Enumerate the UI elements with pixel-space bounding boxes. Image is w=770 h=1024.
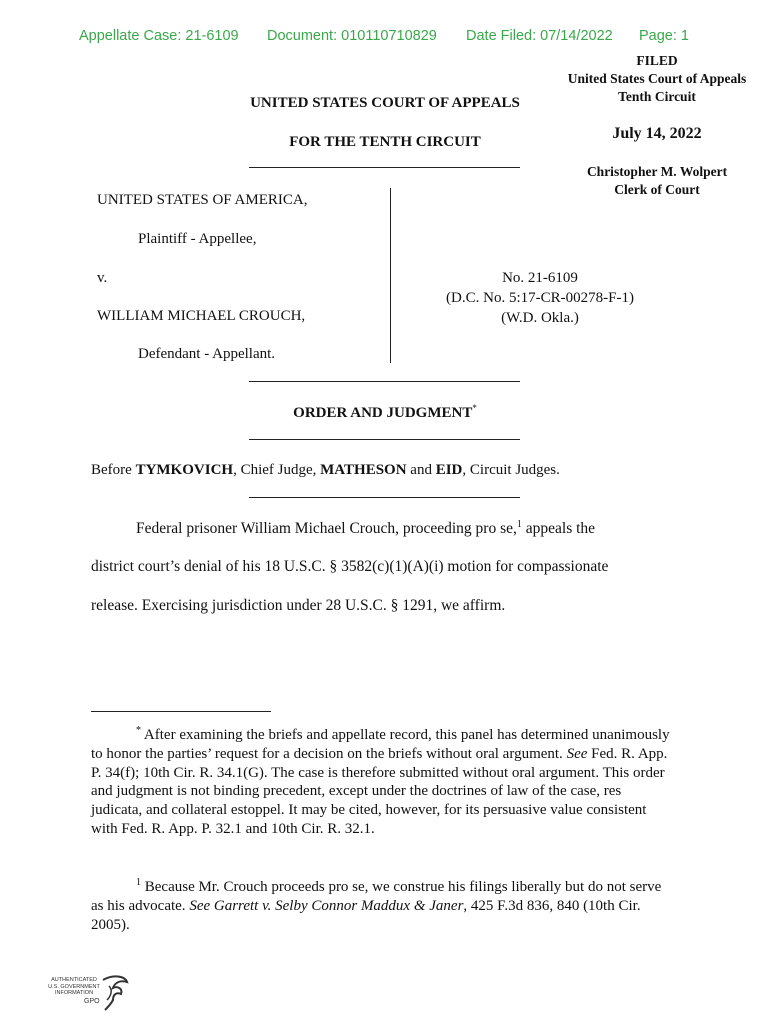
versus: v. [97,270,108,286]
judge-matheson: MATHESON [320,462,407,478]
header-date-filed: Date Filed: 07/14/2022 [466,28,613,44]
judge-tymkovich: TYMKOVICH [135,462,234,478]
order-title: ORDER AND JUDGMENT* [293,403,477,421]
header-case: Appellate Case: 21-6109 [79,28,239,44]
order-footnote-marker: * [472,403,477,413]
plaintiff-name: UNITED STATES OF AMERICA, [97,192,308,208]
header-page: Page: 1 [639,28,689,44]
plaintiff-role: Plaintiff - Appellee, [138,231,257,247]
gpo-authentication-logo: AUTHENTICATED U.S. GOVERNMENT INFORMATION GPO [44,972,134,1012]
court-title: UNITED STATES COURT OF APPEALS [250,95,520,111]
divider [249,167,520,168]
filed-status: FILED [636,53,678,68]
case-number: No. 21-6109 [502,270,578,286]
header-document: Document: 010110710829 [267,28,437,44]
body-line-1: Federal prisoner William Michael Crouch, proceeding pro se,$^1$ appeals the [136,519,596,538]
footnote-star: * After examining the briefs and appellate record, this panel has determined unanimously to honor the parties’ request for a decision on the briefs without oral argument. See Fed. R. App. P. 34(f); 10th Cir. R. 34.1(G). The case is therefore submitted without oral argument. This order and judgment is not binding precedent, except under the doctrines of law of the case, res judicata, and collateral estoppel. It may be cited, however, for its persuasive value consistent with Fed. R. App. P. 32.1 and 10th Cir. R. 32.1. [91,725,670,837]
eagle-icon [99,972,131,1012]
district-case-number: (D.C. No. 5:17-CR-00278-F-1) [446,290,634,306]
divider [249,497,520,498]
divider [249,439,520,440]
district-court: (W.D. Okla.) [501,310,579,326]
caption-divider [390,188,391,363]
footnote-rule [91,711,271,712]
clerk-name: Christopher M. Wolpert [586,164,728,179]
defendant-role: Defendant - Appellant. [138,346,276,362]
filed-date: July 14, 2022 [612,125,702,142]
body-footnote-marker: 1 [516,519,522,530]
judge-eid: EID [435,462,463,478]
defendant-name: WILLIAM MICHAEL CROUCH, [97,308,306,324]
clerk-title: Clerk of Court [614,182,700,197]
footnote-1: $^1$ Because Mr. Crouch proceeds pro se, we construe his filings liberally but do not serve as his advocate. See Garrett v. Selby Connor Maddux & Janer, 425 F.3d 836, 840 (10th Cir. 2005). [91,877,662,933]
body-line-2: district court’s denial of his 18 U.S.C. § 3582(c)(1)(A)(i) motion for compassionate [91,558,609,575]
court-circuit: FOR THE TENTH CIRCUIT [289,134,481,150]
filed-circuit: Tenth Circuit [618,89,696,104]
panel-line: Before TYMKOVICH, Chief Judge, MATHESON and EID, Circuit Judges. [91,462,560,478]
divider [249,381,520,382]
body-line-3: release. Exercising jurisdiction under 28 U.S.C. § 1291, we affirm. [91,597,506,614]
filed-court: United States Court of Appeals [567,71,747,86]
